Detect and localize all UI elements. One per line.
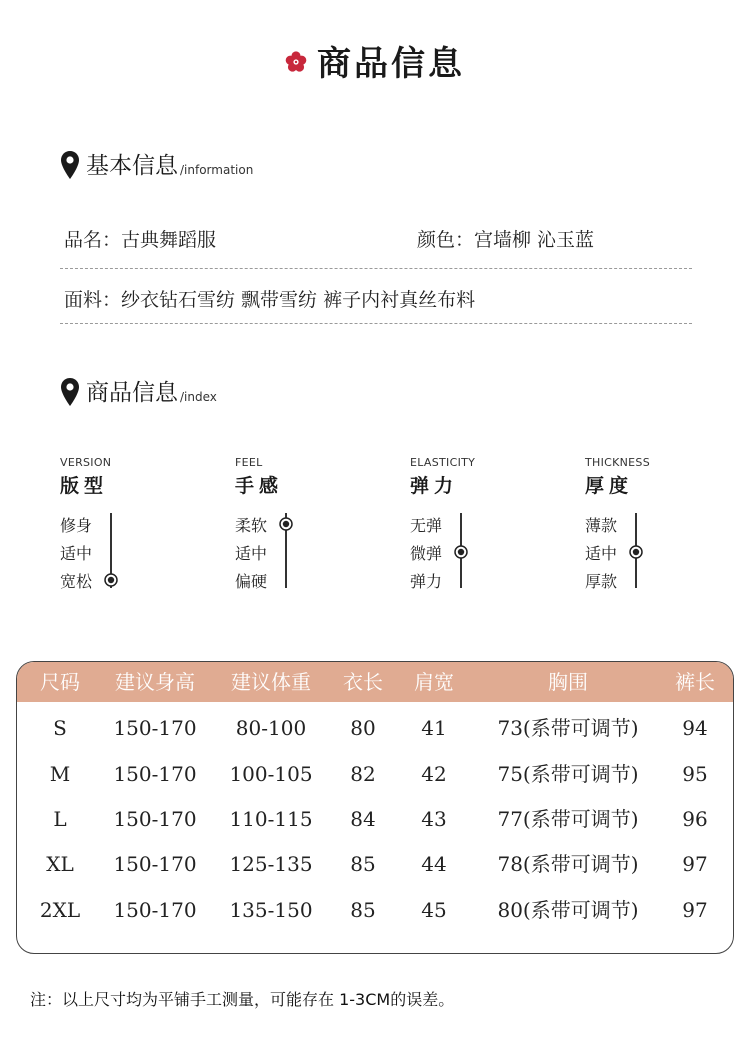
- table-cell: 97: [682, 898, 708, 922]
- table-cell: 82: [350, 762, 376, 786]
- attribute-option: 柔软: [235, 516, 268, 535]
- attribute-option: 无弹: [410, 516, 443, 535]
- table-cell: 44: [421, 852, 447, 876]
- scale-marker-icon: [629, 545, 643, 559]
- table-cell: 41: [421, 716, 447, 740]
- table-cell: L: [53, 807, 67, 831]
- attribute-option: 适中: [235, 544, 268, 563]
- attribute-option: 薄款: [585, 516, 618, 535]
- attribute-cn-label: 手感: [235, 475, 284, 497]
- location-pin-icon: [60, 377, 80, 407]
- table-cell: 45: [421, 898, 447, 922]
- column-header: 肩宽: [414, 670, 454, 694]
- table-header-row: [17, 662, 733, 702]
- column-header: 胸围: [548, 670, 588, 694]
- table-cell: 43: [421, 807, 447, 831]
- attribute-version: [60, 456, 210, 596]
- attribute-thickness: [585, 456, 735, 596]
- table-cell: 75(系带可调节): [497, 762, 639, 786]
- table-cell: XL: [46, 852, 74, 876]
- table-cell: 95: [682, 762, 708, 786]
- attribute-option: 宽松: [60, 572, 93, 591]
- page-title-text: 商品信息: [317, 44, 465, 84]
- table-cell: 150-170: [113, 852, 197, 876]
- table-cell: 73(系带可调节): [497, 716, 639, 740]
- table-cell: M: [49, 762, 71, 786]
- table-cell: 110-115: [229, 807, 313, 831]
- index-title: 商品信息: [86, 380, 178, 406]
- table-cell: 96: [682, 807, 708, 831]
- divider: [60, 323, 692, 324]
- attribute-option: 微弹: [410, 544, 443, 563]
- flower-icon: [285, 51, 307, 73]
- attribute-en-label: ELASTICITY: [410, 456, 476, 469]
- table-cell: 85: [350, 898, 376, 922]
- attribute-en-label: VERSION: [60, 456, 112, 469]
- attribute-cn-label: 厚度: [585, 475, 634, 497]
- basic-info-header: [60, 150, 253, 180]
- column-header: 裤长: [675, 670, 715, 694]
- table-cell: 77(系带可调节): [497, 807, 639, 831]
- table-cell: 100-105: [229, 762, 313, 786]
- location-pin-icon: [60, 150, 80, 180]
- product-fabric: 面料：纱衣钻石雪纺 飘带雪纺 裤子内衬真丝布料: [64, 289, 476, 311]
- attribute-option: 厚款: [585, 572, 618, 591]
- attribute-en-label: THICKNESS: [585, 456, 650, 469]
- table-cell: 94: [682, 716, 708, 740]
- column-header: 建议体重: [231, 670, 311, 694]
- basic-info-subtitle: /information: [180, 163, 254, 177]
- column-header: 尺码: [40, 670, 80, 694]
- attribute-option: 偏硬: [235, 572, 268, 591]
- table-cell: 2XL: [39, 898, 81, 922]
- scale-marker-icon: [104, 573, 118, 587]
- measurement-note: 注：以上尺寸均为平铺手工测量，可能存在 1-3CM的误差。: [30, 990, 455, 1009]
- table-cell: 84: [350, 807, 376, 831]
- table-cell: 85: [350, 852, 376, 876]
- attribute-cn-label: 弹力: [410, 475, 459, 497]
- table-cell: 80(系带可调节): [497, 898, 639, 922]
- table-cell: S: [53, 716, 67, 740]
- product-name: 品名：古典舞蹈服: [64, 229, 217, 251]
- page-title: [0, 36, 750, 85]
- table-cell: 150-170: [113, 807, 197, 831]
- divider: [60, 268, 692, 269]
- attribute-option: 适中: [585, 544, 618, 563]
- size-table: [16, 661, 734, 954]
- product-color: 颜色：宫墙柳 沁玉蓝: [417, 229, 595, 251]
- attribute-cn-label: 版型: [60, 475, 109, 497]
- table-cell: 80-100: [235, 716, 307, 740]
- attribute-feel: [235, 456, 385, 596]
- attribute-en-label: FEEL: [235, 456, 263, 469]
- table-cell: 42: [421, 762, 447, 786]
- index-header: [60, 377, 217, 407]
- attribute-elasticity: [410, 456, 560, 596]
- table-cell: 78(系带可调节): [497, 852, 639, 876]
- table-cell: 97: [682, 852, 708, 876]
- scale-marker-icon: [279, 517, 293, 531]
- column-header: 衣长: [343, 670, 383, 694]
- index-subtitle: /index: [180, 390, 217, 404]
- scale-marker-icon: [454, 545, 468, 559]
- table-cell: 135-150: [229, 898, 313, 922]
- attribute-option: 适中: [60, 544, 93, 563]
- attribute-option: 修身: [60, 516, 93, 535]
- table-cell: 125-135: [229, 852, 313, 876]
- basic-info-title: 基本信息: [86, 153, 178, 179]
- table-cell: 150-170: [113, 762, 197, 786]
- table-cell: 80: [350, 716, 376, 740]
- column-header: 建议身高: [115, 670, 195, 694]
- attribute-option: 弹力: [410, 572, 443, 591]
- table-cell: 150-170: [113, 716, 197, 740]
- table-cell: 150-170: [113, 898, 197, 922]
